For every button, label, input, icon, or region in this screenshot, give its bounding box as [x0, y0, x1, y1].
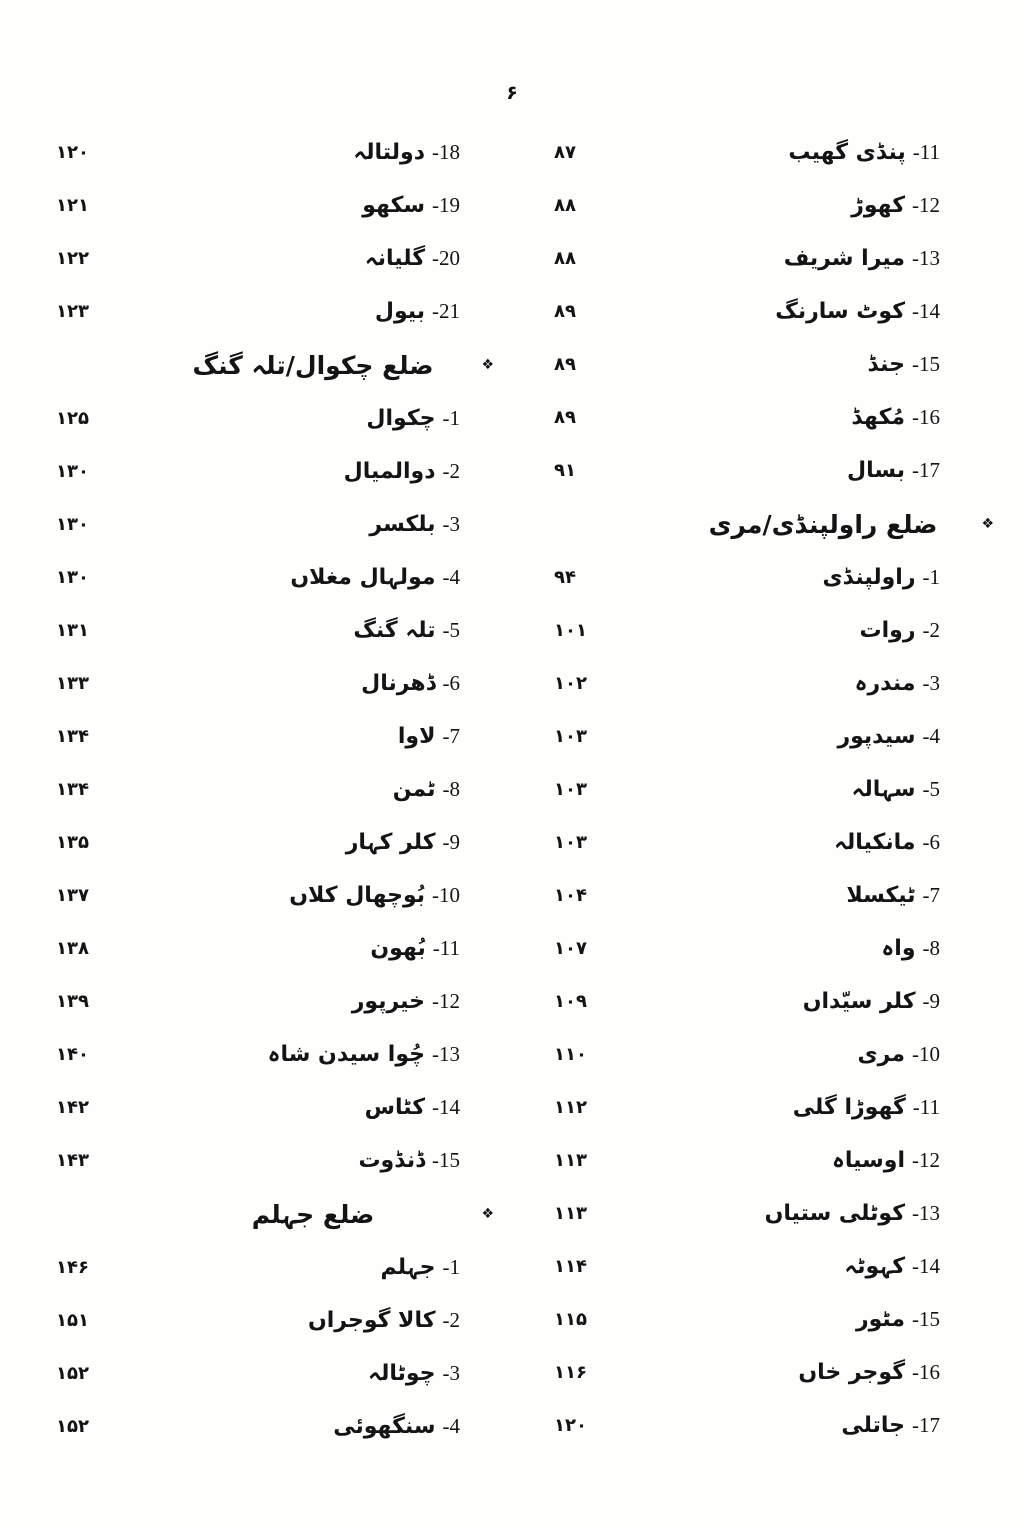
section-title: ضلع راولپنڈی/مری [708, 509, 938, 539]
entry-page-number: ۱۳۷ [56, 885, 89, 906]
entry-page-number: ۱۱۵ [554, 1309, 587, 1330]
section-title: ضلع چکوال/تلہ گنگ [192, 350, 434, 380]
toc-entry-row [540, 975, 1010, 1028]
entry-page-number: ۱۲۱ [56, 195, 89, 216]
entry-name: مُکھڈ [851, 405, 905, 430]
entry-page-number: ۱۳۸ [56, 938, 89, 959]
entry-number: 10- [432, 883, 460, 907]
toc-column-right [540, 126, 1010, 1452]
toc-entry-row [30, 763, 500, 816]
entry-number: 6- [922, 830, 940, 854]
diamond-ornament-icon: ❖ [481, 1206, 494, 1222]
entry-name: واہ [881, 936, 916, 961]
toc-entry-row [540, 710, 1010, 763]
entry-page-number: ۸۷ [554, 142, 576, 163]
entry-page-number: ۱۳۹ [56, 991, 89, 1012]
entry-name: جاتلی [841, 1413, 905, 1438]
entry-label [353, 618, 460, 643]
entry-number: 8- [922, 936, 940, 960]
toc-entry-row [30, 551, 500, 604]
toc-entry-row [30, 1028, 500, 1081]
entry-page-number: ۱۴۳ [56, 1150, 89, 1171]
entry-page-number: ۹۴ [554, 567, 576, 588]
entry-label [793, 1095, 940, 1120]
entry-number: 4- [442, 565, 460, 589]
entry-number: 11- [912, 140, 940, 164]
entry-number: 1- [922, 565, 940, 589]
entry-name: گلیانہ [364, 246, 425, 271]
entry-number: 15- [912, 1307, 940, 1331]
toc-entry-row [30, 869, 500, 922]
entry-name: اوسیاہ [832, 1148, 905, 1173]
entry-name: دوالمیال [343, 459, 436, 484]
entry-name: بیول [374, 299, 425, 324]
entry-number: 1- [442, 406, 460, 430]
page-number: ۶ [506, 82, 518, 104]
entry-label [851, 193, 940, 218]
toc-entry-row [30, 975, 500, 1028]
toc-entry-row [540, 1187, 1010, 1240]
entry-page-number: ۱۲۰ [56, 142, 89, 163]
toc-entry-row [30, 1294, 500, 1347]
entry-name: پنڈی گھیب [788, 140, 906, 165]
entry-page-number: ۱۱۴ [554, 1256, 587, 1277]
toc-entry-row [30, 604, 500, 657]
toc-entry-row [540, 869, 1010, 922]
toc-entry-row [540, 1081, 1010, 1134]
entry-page-number: ۱۰۳ [554, 832, 587, 853]
entry-number: 14- [912, 299, 940, 323]
section-header-row [30, 338, 500, 392]
entry-name: کھوڑ [851, 193, 905, 218]
entry-page-number: ۱۱۳ [554, 1150, 587, 1171]
entry-number: 17- [912, 1413, 940, 1437]
entry-number: 4- [442, 1414, 460, 1438]
entry-page-number: ۱۲۵ [56, 408, 89, 429]
entry-name: مری [857, 1042, 905, 1067]
toc-entry-row [540, 763, 1010, 816]
entry-label [308, 1308, 460, 1333]
entry-name: بُھون [370, 936, 426, 961]
entry-number: 19- [432, 193, 460, 217]
entry-page-number: ۱۳۳ [56, 673, 89, 694]
entry-name: دولتالہ [353, 140, 425, 165]
entry-number: 12- [912, 193, 940, 217]
entry-label [847, 458, 940, 483]
entry-page-number: ۱۴۲ [56, 1097, 89, 1118]
entry-number: 1- [442, 1255, 460, 1279]
toc-entry-row [540, 285, 1010, 338]
diamond-ornament-icon: ❖ [481, 357, 494, 373]
toc-entry-row [540, 657, 1010, 710]
entry-page-number: ۱۳۴ [56, 726, 89, 747]
entry-label [344, 459, 460, 484]
entry-number: 3- [442, 1361, 460, 1385]
entry-page-number: ۱۳۰ [56, 567, 89, 588]
entry-label [765, 1201, 940, 1226]
entry-name: گوجر خاں [798, 1360, 905, 1385]
entry-page-number: ۱۳۱ [56, 620, 89, 641]
entry-page-number: ۱۰۱ [554, 620, 587, 641]
entry-name: مندرہ [854, 671, 916, 696]
toc-entry-row [30, 179, 500, 232]
entry-number: 12- [912, 1148, 940, 1172]
entry-number: 5- [442, 618, 460, 642]
entry-name: کلر سیّداں [802, 989, 916, 1014]
entry-page-number: ۱۵۲ [56, 1363, 89, 1384]
entry-page-number: ۱۱۲ [554, 1097, 587, 1118]
toc-entry-row [30, 126, 500, 179]
entry-page-number: ۱۰۴ [554, 885, 587, 906]
entry-label [846, 883, 940, 908]
entry-label [333, 1414, 460, 1439]
entry-page-number: ۹۱ [554, 460, 576, 481]
entry-name: سنگھوئی [333, 1414, 436, 1439]
entry-number: 15- [912, 352, 940, 376]
entry-name: مٹور [855, 1307, 905, 1332]
entry-name: جنڈ [867, 352, 905, 377]
entry-name: مانکیالہ [834, 830, 916, 855]
entry-label [369, 512, 460, 537]
entry-label [823, 565, 940, 590]
toc-entry-row [540, 1028, 1010, 1081]
entry-page-number: ۱۴۶ [56, 1257, 89, 1278]
entry-label [398, 724, 460, 749]
toc-entry-row [30, 816, 500, 869]
entry-page-number: ۱۰۲ [554, 673, 587, 694]
toc-entry-row [30, 1241, 500, 1294]
toc-entry-row [540, 232, 1010, 285]
entry-number: 15- [432, 1148, 460, 1172]
entry-name: کلر کہار [345, 830, 436, 855]
entry-label [867, 352, 940, 377]
entry-label [855, 671, 940, 696]
entry-number: 14- [912, 1254, 940, 1278]
entry-page-number: ۱۱۶ [554, 1362, 587, 1383]
entry-number: 3- [442, 512, 460, 536]
entry-number: 12- [432, 989, 460, 1013]
entry-name: کالا گوجراں [307, 1308, 436, 1333]
toc-entry-row [540, 338, 1010, 391]
entry-number: 7- [922, 883, 940, 907]
entry-number: 2- [922, 618, 940, 642]
entry-number: 4- [922, 724, 940, 748]
toc-column-left [30, 126, 500, 1453]
entry-label [268, 1042, 460, 1067]
section-header-row [30, 1187, 500, 1241]
entry-label [858, 1042, 940, 1067]
entry-number: 9- [442, 830, 460, 854]
entry-label [798, 1360, 940, 1385]
entry-label [365, 1095, 460, 1120]
toc-entry-row [540, 816, 1010, 869]
entry-name: چُوا سیدن شاہ [267, 1042, 425, 1067]
entry-number: 8- [442, 777, 460, 801]
entry-label [788, 140, 940, 165]
entry-number: 6- [442, 671, 460, 695]
section-title: ضلع جہلم [251, 1199, 375, 1229]
entry-page-number: ۸۹ [554, 407, 576, 428]
entry-name: چوٹالہ [368, 1361, 436, 1386]
entry-page-number: ۱۳۴ [56, 779, 89, 800]
entry-page-number: ۱۰۳ [554, 726, 587, 747]
entry-page-number: ۱۱۳ [554, 1203, 587, 1224]
entry-name: ڈھرنال [361, 671, 436, 696]
entry-number: 3- [922, 671, 940, 695]
entry-page-number: ۱۲۰ [554, 1415, 587, 1436]
entry-page-number: ۸۹ [554, 301, 576, 322]
entry-label [834, 830, 940, 855]
entry-label [803, 989, 940, 1014]
entry-name: مولہال مغلاں [290, 565, 436, 590]
entry-label [375, 299, 460, 324]
entry-name: سہالہ [851, 777, 916, 802]
entry-name: راولپنڈی [822, 565, 916, 590]
toc-entry-row [30, 232, 500, 285]
entry-label [366, 406, 460, 431]
entry-number: 18- [432, 140, 460, 164]
toc-entry-row [30, 1134, 500, 1187]
entry-label [841, 1413, 940, 1438]
entry-page-number: ۱۱۰ [554, 1044, 587, 1065]
entry-label [370, 936, 460, 961]
toc-entry-row [540, 1399, 1010, 1452]
entry-number: 11- [912, 1095, 940, 1119]
entry-page-number: ۱۰۷ [554, 938, 587, 959]
diamond-ornament-icon: ❖ [981, 516, 994, 532]
entry-name: سیدپور [837, 724, 916, 749]
entry-name: چکوال [366, 406, 436, 431]
entry-label [851, 405, 940, 430]
entry-name: لاوا [397, 724, 436, 749]
toc-entry-row [540, 922, 1010, 975]
toc-entry-row [540, 1240, 1010, 1293]
entry-label [837, 724, 940, 749]
entry-label [852, 777, 940, 802]
entry-label [346, 830, 460, 855]
entry-name: کوٹ سارنگ [775, 299, 905, 324]
entry-number: 10- [912, 1042, 940, 1066]
entry-number: 16- [912, 1360, 940, 1384]
toc-entry-row [540, 604, 1010, 657]
entry-name: بلکسر [369, 512, 436, 537]
entry-number: 2- [442, 1308, 460, 1332]
toc-entry-row [30, 392, 500, 445]
entry-label [381, 1255, 460, 1280]
entry-page-number: ۱۰۹ [554, 991, 587, 1012]
toc-entry-row [540, 179, 1010, 232]
entry-label [358, 1148, 460, 1173]
entry-name: روات [859, 618, 916, 643]
toc-entry-row [30, 285, 500, 338]
entry-page-number: ۱۳۰ [56, 461, 89, 482]
entry-label [881, 936, 940, 961]
entry-name: کٹاس [364, 1095, 425, 1120]
toc-entry-row [30, 1347, 500, 1400]
entry-label [365, 246, 460, 271]
toc-entry-row [30, 710, 500, 763]
entry-name: گھوڑا گلی [792, 1095, 906, 1120]
entry-label [860, 618, 941, 643]
entry-number: 13- [432, 1042, 460, 1066]
entry-label [362, 193, 460, 218]
entry-number: 11- [432, 936, 460, 960]
entry-number: 13- [912, 246, 940, 270]
entry-page-number: ۱۰۳ [554, 779, 587, 800]
entry-name: بُوچھال کلاں [289, 883, 425, 908]
toc-entry-row [30, 498, 500, 551]
entry-page-number: ۸۸ [554, 195, 576, 216]
entry-page-number: ۱۴۰ [56, 1044, 89, 1065]
entry-label [784, 246, 940, 271]
entry-name: ٹیکسلا [846, 883, 916, 908]
entry-number: 21- [432, 299, 460, 323]
toc-entry-row [540, 391, 1010, 444]
entry-number: 20- [432, 246, 460, 270]
entry-label [289, 883, 460, 908]
toc-entry-row [540, 1346, 1010, 1399]
toc-entry-row [30, 1400, 500, 1453]
entry-name: ڈنڈوت [358, 1148, 425, 1173]
entry-name: جہلم [380, 1255, 436, 1280]
entry-number: 16- [912, 405, 940, 429]
entry-name: میرا شریف [783, 246, 905, 271]
entry-page-number: ۱۵۱ [56, 1310, 89, 1331]
entry-page-number: ۸۸ [554, 248, 576, 269]
entry-number: 2- [442, 459, 460, 483]
toc-entry-row [540, 444, 1010, 497]
entry-label [352, 989, 460, 1014]
entry-name: کہوٹہ [844, 1254, 905, 1279]
entry-name: تلہ گنگ [353, 618, 436, 643]
entry-label [353, 140, 460, 165]
toc-entry-row [30, 1081, 500, 1134]
toc-entry-row [30, 445, 500, 498]
entry-label [844, 1254, 940, 1279]
entry-number: 9- [922, 989, 940, 1013]
toc-entry-row [540, 126, 1010, 179]
entry-label [775, 299, 940, 324]
entry-name: ٹمن [392, 777, 436, 802]
entry-number: 5- [922, 777, 940, 801]
entry-label [368, 1361, 460, 1386]
entry-number: 7- [442, 724, 460, 748]
entry-number: 13- [912, 1201, 940, 1225]
entry-page-number: ۱۳۰ [56, 514, 89, 535]
toc-entry-row [540, 551, 1010, 604]
entry-page-number: ۱۲۲ [56, 248, 89, 269]
toc-entry-row [540, 1134, 1010, 1187]
toc-entry-row [30, 657, 500, 710]
entry-label [856, 1307, 940, 1332]
entry-number: 14- [432, 1095, 460, 1119]
entry-label [290, 565, 460, 590]
entry-page-number: ۱۳۵ [56, 832, 89, 853]
entry-name: سکھو [362, 193, 425, 218]
entry-page-number: ۱۵۲ [56, 1416, 89, 1437]
toc-entry-row [30, 922, 500, 975]
entry-label [393, 777, 460, 802]
entry-name: کوٹلی ستیاں [764, 1201, 905, 1226]
toc-entry-row [540, 1293, 1010, 1346]
section-header-row [540, 497, 1010, 551]
entry-number: 17- [912, 458, 940, 482]
entry-name: خیرپور [351, 989, 425, 1014]
entry-label [361, 671, 460, 696]
entry-page-number: ۱۲۳ [56, 301, 89, 322]
entry-page-number: ۸۹ [554, 354, 576, 375]
entry-name: بسال [847, 458, 905, 483]
entry-label [832, 1148, 940, 1173]
